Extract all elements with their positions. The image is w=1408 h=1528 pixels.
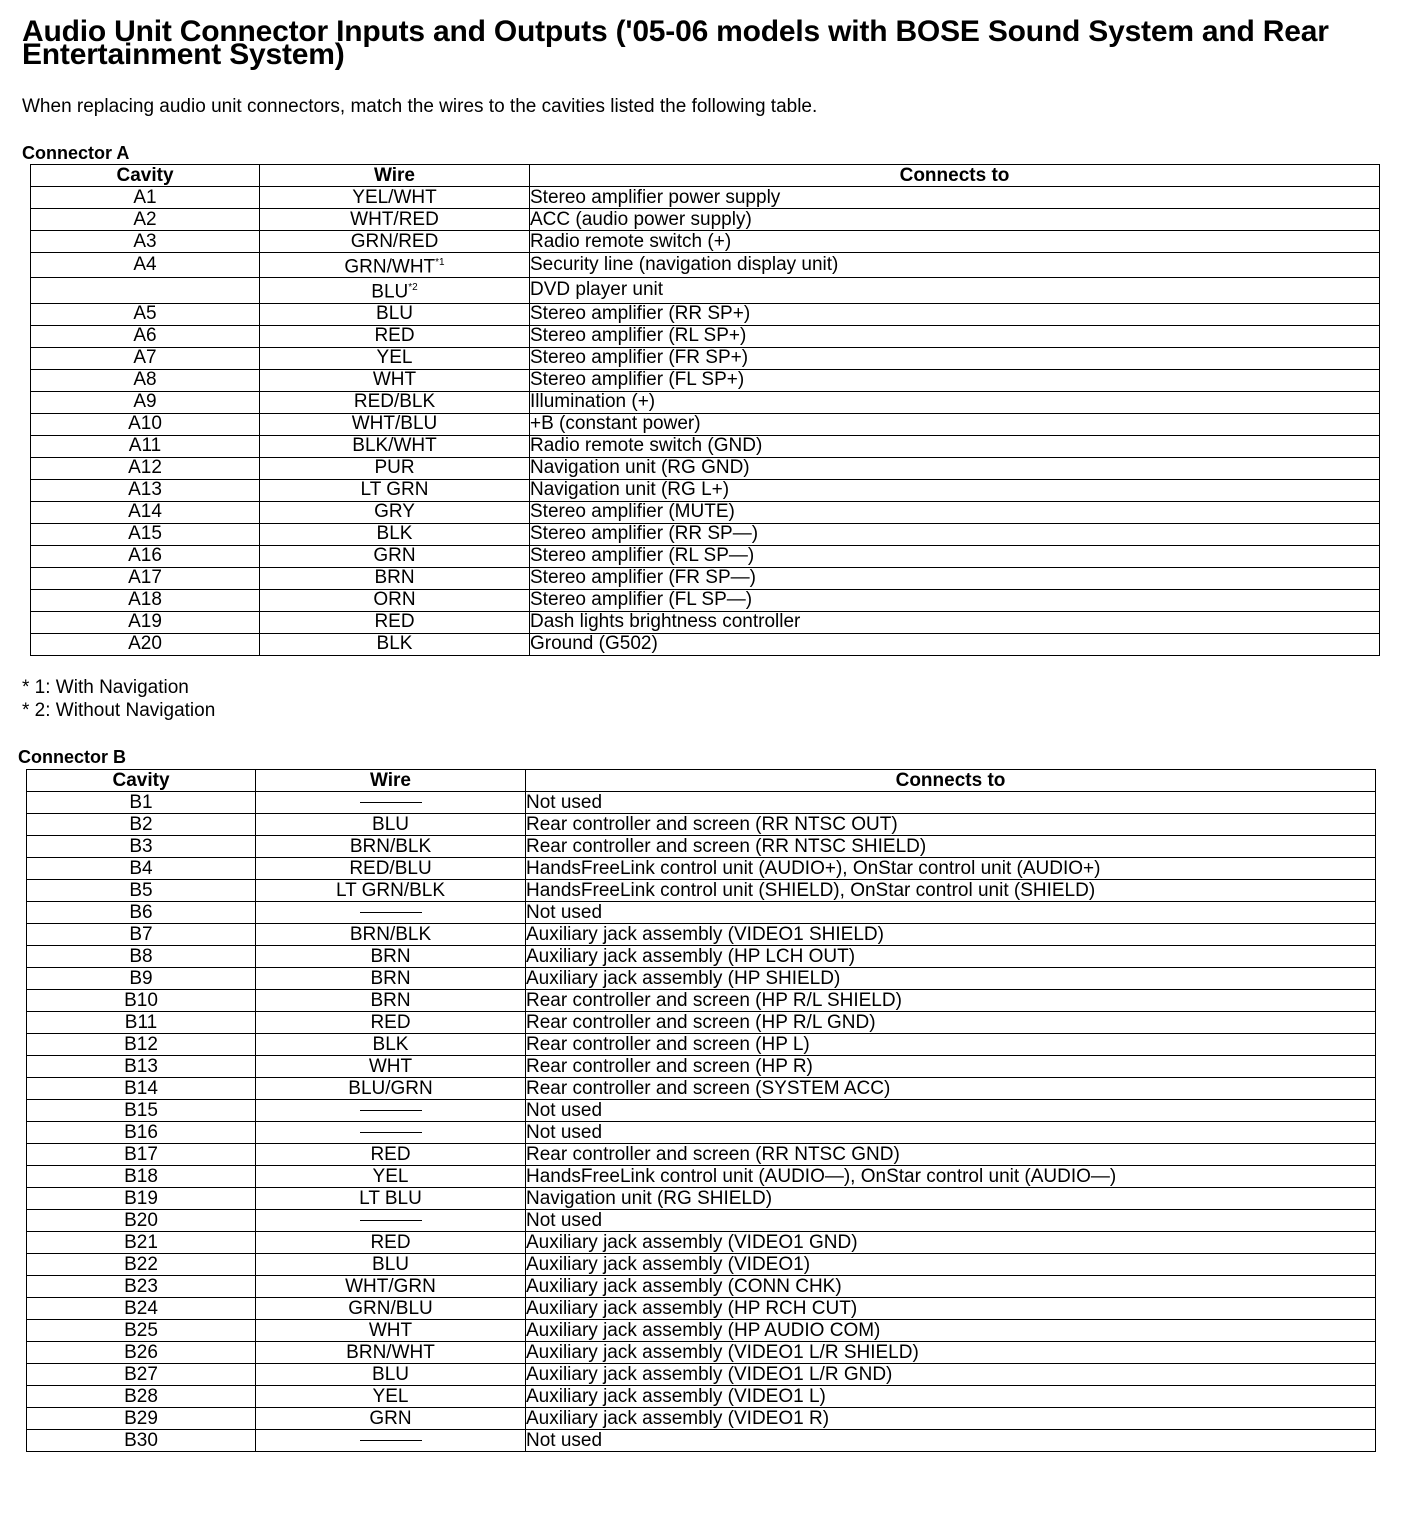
cavity-cell: B7 bbox=[27, 924, 256, 946]
wire-cell: GRN/BLU bbox=[256, 1298, 526, 1320]
cavity-cell: A9 bbox=[31, 391, 260, 413]
table-row bbox=[27, 1430, 1376, 1452]
cavity-cell: B30 bbox=[27, 1430, 256, 1452]
wire-cell: LT GRN/BLK bbox=[256, 880, 526, 902]
connects-to-cell: DVD player unit bbox=[530, 278, 1380, 303]
cavity-cell: B2 bbox=[27, 814, 256, 836]
table-row bbox=[31, 209, 1380, 231]
connects-to-cell: Stereo amplifier (FL SP+) bbox=[530, 369, 1380, 391]
connects-to-cell: +B (constant power) bbox=[530, 413, 1380, 435]
connects-to-cell: Auxiliary jack assembly (VIDEO1 R) bbox=[526, 1408, 1376, 1430]
wire-cell: GRN/WHT$^{*1}$ bbox=[260, 253, 530, 278]
cavity-cell: B14 bbox=[27, 1078, 256, 1100]
wire-cell: BRN/BLK bbox=[256, 836, 526, 858]
cavity-cell: B16 bbox=[27, 1122, 256, 1144]
table-row bbox=[31, 479, 1380, 501]
table-row bbox=[27, 814, 1376, 836]
connects-to-cell: HandsFreeLink control unit (AUDIO+), OnStar control unit (AUDIO+) bbox=[526, 858, 1376, 880]
cavity-cell: B22 bbox=[27, 1254, 256, 1276]
connects-to-cell: Auxiliary jack assembly (HP AUDIO COM) bbox=[526, 1320, 1376, 1342]
table-row bbox=[27, 924, 1376, 946]
table-row bbox=[31, 303, 1380, 325]
wire-cell: YEL bbox=[256, 1166, 526, 1188]
cavity-cell: A8 bbox=[31, 369, 260, 391]
table-row bbox=[27, 1232, 1376, 1254]
cavity-cell: B5 bbox=[27, 880, 256, 902]
connects-to-cell: Auxiliary jack assembly (VIDEO1 L/R SHIELD) bbox=[526, 1342, 1376, 1364]
wire-cell: WHT/GRN bbox=[256, 1276, 526, 1298]
wire-cell: BLU/GRN bbox=[256, 1078, 526, 1100]
cavity-cell: A4 bbox=[31, 253, 260, 278]
wire-cell: BRN bbox=[256, 968, 526, 990]
table-row bbox=[31, 325, 1380, 347]
header-cavity: Cavity bbox=[27, 770, 256, 792]
cavity-cell: A17 bbox=[31, 567, 260, 589]
wire-cell: LT BLU bbox=[256, 1188, 526, 1210]
connects-to-cell: Security line (navigation display unit) bbox=[530, 253, 1380, 278]
wire-cell: RED/BLU bbox=[256, 858, 526, 880]
connects-to-cell: ACC (audio power supply) bbox=[530, 209, 1380, 231]
connects-to-cell: Ground (G502) bbox=[530, 633, 1380, 655]
connects-to-cell: Not used bbox=[526, 902, 1376, 924]
wire-cell: BRN bbox=[256, 990, 526, 1012]
footnote-marker: *1 bbox=[435, 257, 445, 268]
table-row bbox=[27, 1254, 1376, 1276]
table-row bbox=[31, 278, 1380, 303]
cavity-cell: B4 bbox=[27, 858, 256, 880]
wire-cell: BLK bbox=[260, 523, 530, 545]
connects-to-cell: Illumination (+) bbox=[530, 391, 1380, 413]
cavity-cell: A19 bbox=[31, 611, 260, 633]
table-row bbox=[27, 1012, 1376, 1034]
connects-to-cell: Not used bbox=[526, 1430, 1376, 1452]
cavity-cell: B24 bbox=[27, 1298, 256, 1320]
table-row bbox=[27, 946, 1376, 968]
connects-to-cell: Auxiliary jack assembly (VIDEO1 SHIELD) bbox=[526, 924, 1376, 946]
wire-cell: WHT bbox=[260, 369, 530, 391]
wire-cell bbox=[256, 1100, 526, 1122]
connects-to-cell: Rear controller and screen (RR NTSC GND) bbox=[526, 1144, 1376, 1166]
cavity-cell: A14 bbox=[31, 501, 260, 523]
table-row bbox=[31, 523, 1380, 545]
connects-to-cell: HandsFreeLink control unit (AUDIO—), OnStar control unit (AUDIO—) bbox=[526, 1166, 1376, 1188]
connects-to-cell: Rear controller and screen (HP R) bbox=[526, 1056, 1376, 1078]
table-row bbox=[31, 611, 1380, 633]
wire-cell: YEL/WHT bbox=[260, 187, 530, 209]
connects-to-cell: Auxiliary jack assembly (VIDEO1 L) bbox=[526, 1386, 1376, 1408]
not-used-dash bbox=[360, 912, 422, 913]
connects-to-cell: HandsFreeLink control unit (SHIELD), OnStar control unit (SHIELD) bbox=[526, 880, 1376, 902]
wire-cell: YEL bbox=[260, 347, 530, 369]
wire-cell: BLU bbox=[256, 1254, 526, 1276]
table-row bbox=[27, 1144, 1376, 1166]
table-row bbox=[27, 836, 1376, 858]
cavity-cell: B21 bbox=[27, 1232, 256, 1254]
header-wire: Wire bbox=[260, 165, 530, 187]
cavity-cell: B28 bbox=[27, 1386, 256, 1408]
cavity-cell: B29 bbox=[27, 1408, 256, 1430]
table-row bbox=[27, 1100, 1376, 1122]
table-row bbox=[27, 990, 1376, 1012]
table-row bbox=[31, 545, 1380, 567]
table-row bbox=[27, 902, 1376, 924]
wire-cell: LT GRN bbox=[260, 479, 530, 501]
table-row bbox=[27, 1408, 1376, 1430]
wire-cell: RED bbox=[256, 1232, 526, 1254]
wire-cell: ORN bbox=[260, 589, 530, 611]
table-row bbox=[31, 413, 1380, 435]
connects-to-cell: Not used bbox=[526, 1122, 1376, 1144]
wire-cell: BLU bbox=[260, 303, 530, 325]
connects-to-cell: Stereo amplifier (RL SP+) bbox=[530, 325, 1380, 347]
connects-to-cell: Stereo amplifier (MUTE) bbox=[530, 501, 1380, 523]
connects-to-cell: Auxiliary jack assembly (CONN CHK) bbox=[526, 1276, 1376, 1298]
cavity-cell: B26 bbox=[27, 1342, 256, 1364]
table-row bbox=[31, 457, 1380, 479]
wire-cell: WHT/BLU bbox=[260, 413, 530, 435]
table-row bbox=[27, 1342, 1376, 1364]
cavity-cell: A2 bbox=[31, 209, 260, 231]
connects-to-cell: Auxiliary jack assembly (HP LCH OUT) bbox=[526, 946, 1376, 968]
table-row bbox=[27, 1078, 1376, 1100]
wire-cell: BLK bbox=[260, 633, 530, 655]
wire-cell: BRN bbox=[256, 946, 526, 968]
wire-cell: BRN bbox=[260, 567, 530, 589]
cavity-cell: A15 bbox=[31, 523, 260, 545]
not-used-dash bbox=[360, 1220, 422, 1221]
wire-cell: BRN/WHT bbox=[256, 1342, 526, 1364]
footnote-2: * 2: Without Navigation bbox=[22, 700, 216, 721]
wire-cell: RED bbox=[260, 325, 530, 347]
header-connects-to: Connects to bbox=[526, 770, 1376, 792]
table-row bbox=[31, 435, 1380, 457]
cavity-cell: A13 bbox=[31, 479, 260, 501]
connects-to-cell: Auxiliary jack assembly (VIDEO1 L/R GND) bbox=[526, 1364, 1376, 1386]
cavity-cell: B20 bbox=[27, 1210, 256, 1232]
table-row bbox=[27, 1298, 1376, 1320]
connects-to-cell: Stereo amplifier (RR SP—) bbox=[530, 523, 1380, 545]
table-row bbox=[27, 1210, 1376, 1232]
connects-to-cell: Not used bbox=[526, 1210, 1376, 1232]
cavity-cell: A1 bbox=[31, 187, 260, 209]
cavity-cell: A16 bbox=[31, 545, 260, 567]
wire-cell bbox=[256, 1430, 526, 1452]
wire-cell: YEL bbox=[256, 1386, 526, 1408]
connects-to-cell: Navigation unit (RG SHIELD) bbox=[526, 1188, 1376, 1210]
footnote-1: * 1: With Navigation bbox=[22, 677, 189, 698]
connects-to-cell: Rear controller and screen (HP R/L GND) bbox=[526, 1012, 1376, 1034]
not-used-dash bbox=[360, 1132, 422, 1133]
connects-to-cell: Radio remote switch (GND) bbox=[530, 435, 1380, 457]
wire-cell: RED/BLK bbox=[260, 391, 530, 413]
cavity-cell: B19 bbox=[27, 1188, 256, 1210]
wire-cell bbox=[256, 902, 526, 924]
cavity-cell: B13 bbox=[27, 1056, 256, 1078]
table-row bbox=[31, 589, 1380, 611]
table-row bbox=[27, 968, 1376, 990]
cavity-cell bbox=[31, 278, 260, 303]
table-row bbox=[31, 253, 1380, 278]
connector-b-table bbox=[26, 769, 1376, 1452]
connector-a-label: Connector A bbox=[22, 143, 130, 163]
table-row bbox=[31, 369, 1380, 391]
wire-cell: BRN/BLK bbox=[256, 924, 526, 946]
cavity-cell: B15 bbox=[27, 1100, 256, 1122]
header-wire: Wire bbox=[256, 770, 526, 792]
table-row bbox=[27, 1122, 1376, 1144]
table-row bbox=[27, 1166, 1376, 1188]
wire-cell: BLK/WHT bbox=[260, 435, 530, 457]
table-row bbox=[31, 231, 1380, 253]
intro-text: When replacing audio unit connectors, match the wires to the cavities listed the following table. bbox=[22, 96, 818, 117]
cavity-cell: B11 bbox=[27, 1012, 256, 1034]
cavity-cell: B3 bbox=[27, 836, 256, 858]
connects-to-cell: Auxiliary jack assembly (VIDEO1 GND) bbox=[526, 1232, 1376, 1254]
wire-cell: WHT bbox=[256, 1320, 526, 1342]
wire-cell: GRN bbox=[256, 1408, 526, 1430]
connects-to-cell: Dash lights brightness controller bbox=[530, 611, 1380, 633]
table-row bbox=[27, 1056, 1376, 1078]
connector-a-header-row bbox=[31, 165, 1380, 187]
cavity-cell: B10 bbox=[27, 990, 256, 1012]
connects-to-cell: Auxiliary jack assembly (HP SHIELD) bbox=[526, 968, 1376, 990]
wire-cell: GRY bbox=[260, 501, 530, 523]
wire-cell: RED bbox=[260, 611, 530, 633]
connects-to-cell: Not used bbox=[526, 1100, 1376, 1122]
document-title: Audio Unit Connector Inputs and Outputs ('05-06 models with BOSE Sound System and Rear Entertainment System) bbox=[22, 15, 1329, 71]
header-connects-to: Connects to bbox=[530, 165, 1380, 187]
table-row bbox=[27, 1386, 1376, 1408]
not-used-dash bbox=[360, 1440, 422, 1441]
wire-cell: BLK bbox=[256, 1034, 526, 1056]
wire-cell: WHT/RED bbox=[260, 209, 530, 231]
table-row bbox=[27, 858, 1376, 880]
cavity-cell: B18 bbox=[27, 1166, 256, 1188]
connects-to-cell: Stereo amplifier (RL SP—) bbox=[530, 545, 1380, 567]
connects-to-cell: Rear controller and screen (SYSTEM ACC) bbox=[526, 1078, 1376, 1100]
table-row bbox=[31, 391, 1380, 413]
connects-to-cell: Not used bbox=[526, 792, 1376, 814]
cavity-cell: A20 bbox=[31, 633, 260, 655]
table-row bbox=[31, 567, 1380, 589]
wire-cell: RED bbox=[256, 1012, 526, 1034]
wire-cell: WHT bbox=[256, 1056, 526, 1078]
connects-to-cell: Radio remote switch (+) bbox=[530, 231, 1380, 253]
cavity-cell: A10 bbox=[31, 413, 260, 435]
not-used-dash bbox=[360, 802, 422, 803]
table-row bbox=[31, 633, 1380, 655]
cavity-cell: A12 bbox=[31, 457, 260, 479]
wire-cell: GRN bbox=[260, 545, 530, 567]
wire-cell: BLU bbox=[256, 1364, 526, 1386]
table-row bbox=[27, 792, 1376, 814]
wire-cell: GRN/RED bbox=[260, 231, 530, 253]
wire-cell bbox=[256, 1210, 526, 1232]
cavity-cell: B6 bbox=[27, 902, 256, 924]
connects-to-cell: Auxiliary jack assembly (HP RCH CUT) bbox=[526, 1298, 1376, 1320]
cavity-cell: B1 bbox=[27, 792, 256, 814]
cavity-cell: A7 bbox=[31, 347, 260, 369]
wire-cell: RED bbox=[256, 1144, 526, 1166]
table-row bbox=[31, 501, 1380, 523]
cavity-cell: A5 bbox=[31, 303, 260, 325]
connects-to-cell: Rear controller and screen (RR NTSC SHIELD) bbox=[526, 836, 1376, 858]
table-row bbox=[27, 1364, 1376, 1386]
not-used-dash bbox=[360, 1110, 422, 1111]
connector-b-header-row bbox=[27, 770, 1376, 792]
wire-cell: PUR bbox=[260, 457, 530, 479]
wire-cell bbox=[256, 1122, 526, 1144]
cavity-cell: B9 bbox=[27, 968, 256, 990]
connects-to-cell: Navigation unit (RG GND) bbox=[530, 457, 1380, 479]
connects-to-cell: Rear controller and screen (HP R/L SHIELD) bbox=[526, 990, 1376, 1012]
table-row bbox=[27, 1276, 1376, 1298]
wire-cell: BLU$^{*2}$ bbox=[260, 278, 530, 303]
connects-to-cell: Stereo amplifier (FR SP—) bbox=[530, 567, 1380, 589]
table-row bbox=[27, 880, 1376, 902]
connects-to-cell: Stereo amplifier (RR SP+) bbox=[530, 303, 1380, 325]
table-row bbox=[31, 187, 1380, 209]
header-cavity: Cavity bbox=[31, 165, 260, 187]
cavity-cell: B8 bbox=[27, 946, 256, 968]
table-row bbox=[27, 1188, 1376, 1210]
table-row bbox=[27, 1320, 1376, 1342]
connects-to-cell: Stereo amplifier power supply bbox=[530, 187, 1380, 209]
connects-to-cell: Stereo amplifier (FR SP+) bbox=[530, 347, 1380, 369]
table-row bbox=[27, 1034, 1376, 1056]
connects-to-cell: Rear controller and screen (RR NTSC OUT) bbox=[526, 814, 1376, 836]
table-row bbox=[31, 347, 1380, 369]
cavity-cell: B23 bbox=[27, 1276, 256, 1298]
cavity-cell: A18 bbox=[31, 589, 260, 611]
cavity-cell: A11 bbox=[31, 435, 260, 457]
connector-a-table bbox=[30, 164, 1380, 656]
wire-cell: BLU bbox=[256, 814, 526, 836]
connects-to-cell: Auxiliary jack assembly (VIDEO1) bbox=[526, 1254, 1376, 1276]
connects-to-cell: Rear controller and screen (HP L) bbox=[526, 1034, 1376, 1056]
cavity-cell: B25 bbox=[27, 1320, 256, 1342]
footnote-marker: *2 bbox=[408, 282, 418, 294]
cavity-cell: B17 bbox=[27, 1144, 256, 1166]
cavity-cell: A6 bbox=[31, 325, 260, 347]
wire-cell bbox=[256, 792, 526, 814]
connector-b-label: Connector B bbox=[18, 747, 126, 767]
connects-to-cell: Stereo amplifier (FL SP—) bbox=[530, 589, 1380, 611]
cavity-cell: B12 bbox=[27, 1034, 256, 1056]
cavity-cell: B27 bbox=[27, 1364, 256, 1386]
connects-to-cell: Navigation unit (RG L+) bbox=[530, 479, 1380, 501]
cavity-cell: A3 bbox=[31, 231, 260, 253]
